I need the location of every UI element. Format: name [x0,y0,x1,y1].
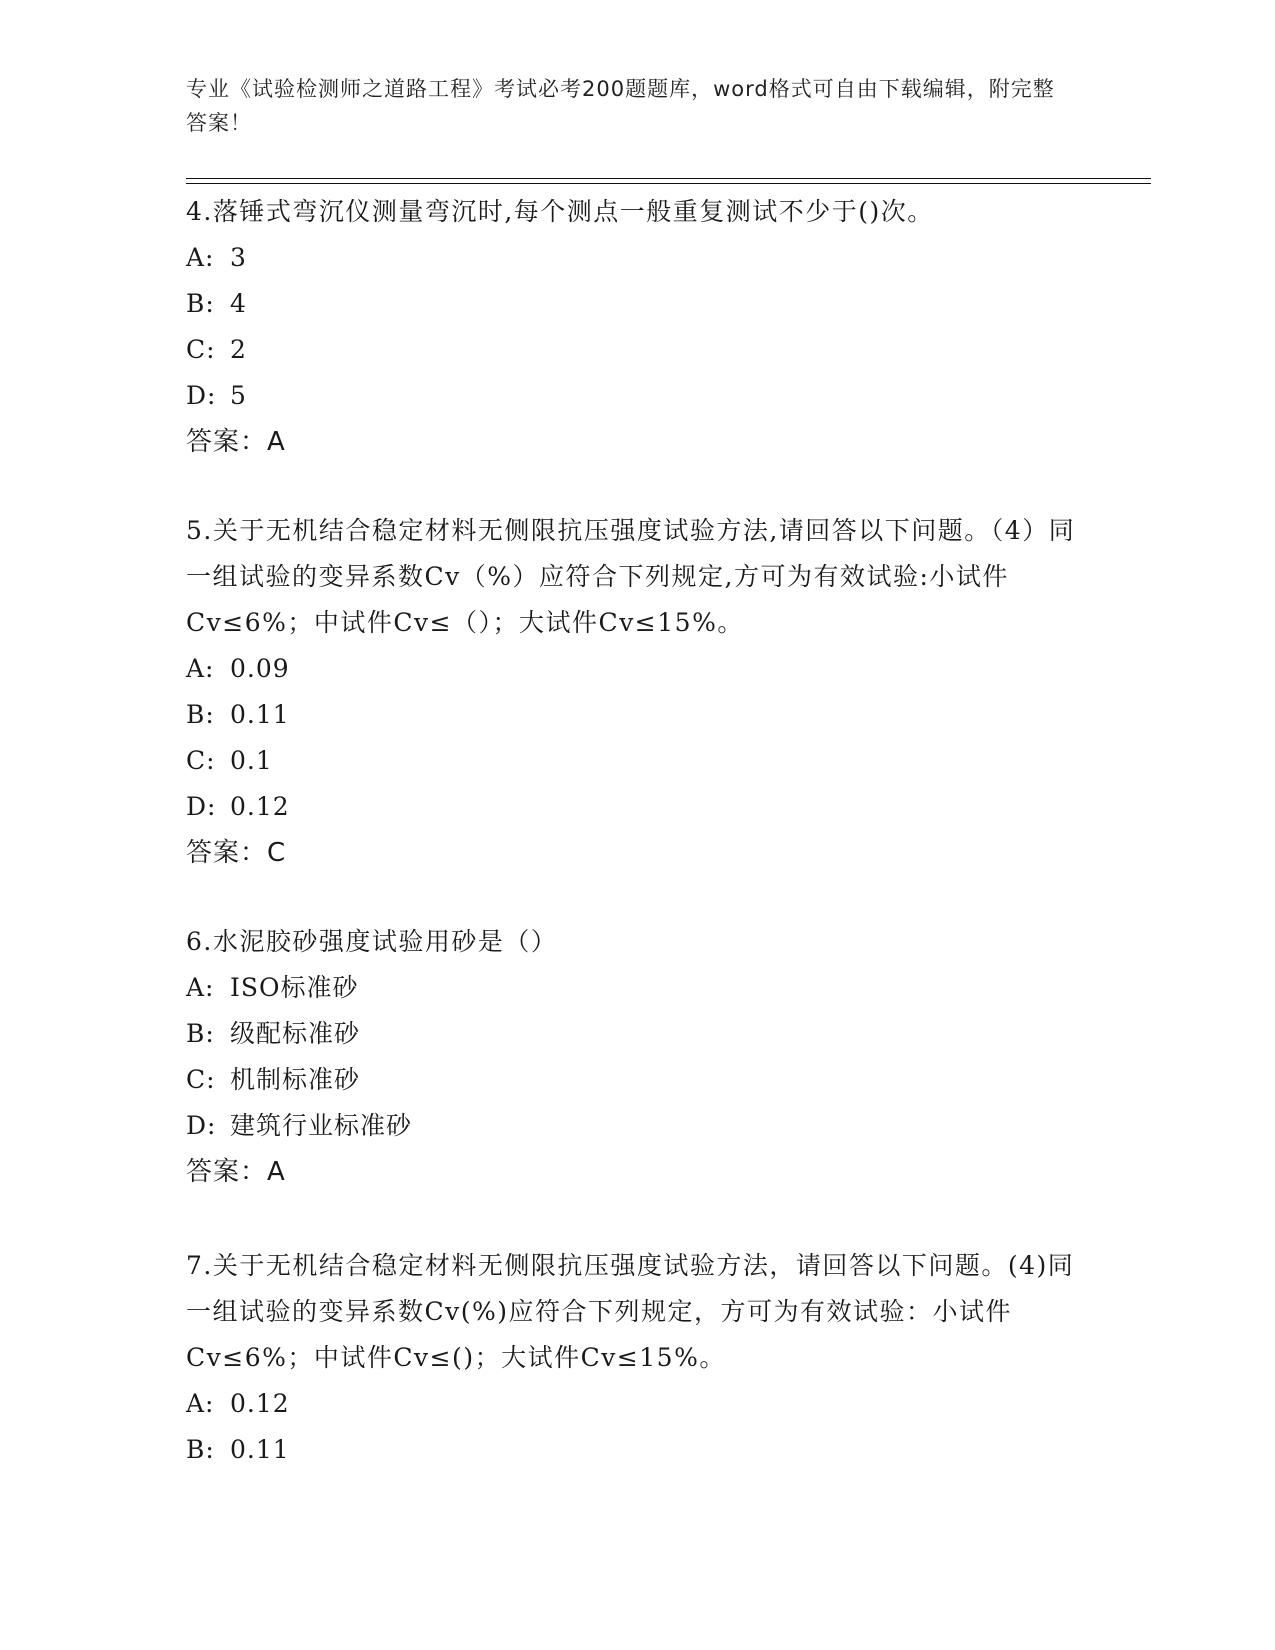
option-b [186,281,1086,327]
option-key: B: [186,289,215,318]
option-text: 5 [230,381,247,410]
option-c [186,738,1086,784]
option-key: A: [186,1389,215,1418]
option-text: 0.12 [230,1389,290,1418]
option-text: 机制标准砂 [230,1065,361,1094]
question-stem: 7.关于无机结合稳定材料无侧限抗压强度试验方法，请回答以下问题。(4)同一组试验的变异系数Cv(%)应符合下列规定，方可为有效试验：小试件Cv≤6%；中试件Cv≤()；大试件Cv≤15%。 [186,1251,1075,1372]
option-text: 0.1 [230,746,273,775]
option-key: B: [186,1019,215,1048]
option-b [186,1011,1086,1057]
option-key: C: [186,1065,216,1094]
option-key: A: [186,973,215,1002]
option-text: 0.11 [230,700,290,729]
document-header: 专业《试验检测师之道路工程》考试必考200题题库，word格式可自由下载编辑，附完整答案！ [186,77,1055,135]
question-5 [186,508,1086,876]
option-text: 4 [230,289,247,318]
option-d [186,1103,1086,1149]
option-key: C: [186,335,216,364]
option-text: 0.11 [230,1435,290,1464]
option-c [186,327,1086,373]
option-text: 级配标准砂 [230,1019,361,1048]
question-4 [186,189,1086,465]
option-text: ISO标准砂 [230,973,359,1002]
question-stem: 5.关于无机结合稳定材料无侧限抗压强度试验方法,请回答以下问题。（4）同一组试验的变异系数Cv（%）应符合下列规定,方可为有效试验:小试件Cv≤6%；中试件Cv≤（）；大试件Cv≤15%。 [186,516,1076,637]
answer-line: 答案：A [186,1157,286,1187]
option-text: 建筑行业标准砂 [230,1111,413,1140]
header-divider-top [186,178,1151,179]
question-6 [186,919,1086,1195]
header-divider-bottom [186,183,1151,184]
option-b [186,692,1086,738]
option-a [186,646,1086,692]
option-c [186,1057,1086,1103]
option-key: C: [186,746,216,775]
option-a [186,235,1086,281]
option-key: A: [186,243,215,272]
option-key: D: [186,381,217,410]
option-key: D: [186,1111,217,1140]
option-a [186,1381,1086,1427]
option-text: 0.12 [230,792,290,821]
option-text: 0.09 [230,654,290,683]
option-text: 3 [230,243,247,272]
option-key: D: [186,792,217,821]
option-d [186,373,1086,419]
question-stem: 6.水泥胶砂强度试验用砂是（） [186,927,558,956]
option-d [186,784,1086,830]
answer-line: 答案：A [186,427,286,457]
option-key: B: [186,1435,215,1464]
option-b [186,1427,1086,1473]
option-a [186,965,1086,1011]
question-stem: 4.落锤式弯沉仪测量弯沉时,每个测点一般重复测试不少于()次。 [186,197,934,226]
option-key: B: [186,700,215,729]
option-text: 2 [230,335,247,364]
option-key: A: [186,654,215,683]
answer-line: 答案：C [186,838,287,868]
question-7 [186,1243,1086,1473]
